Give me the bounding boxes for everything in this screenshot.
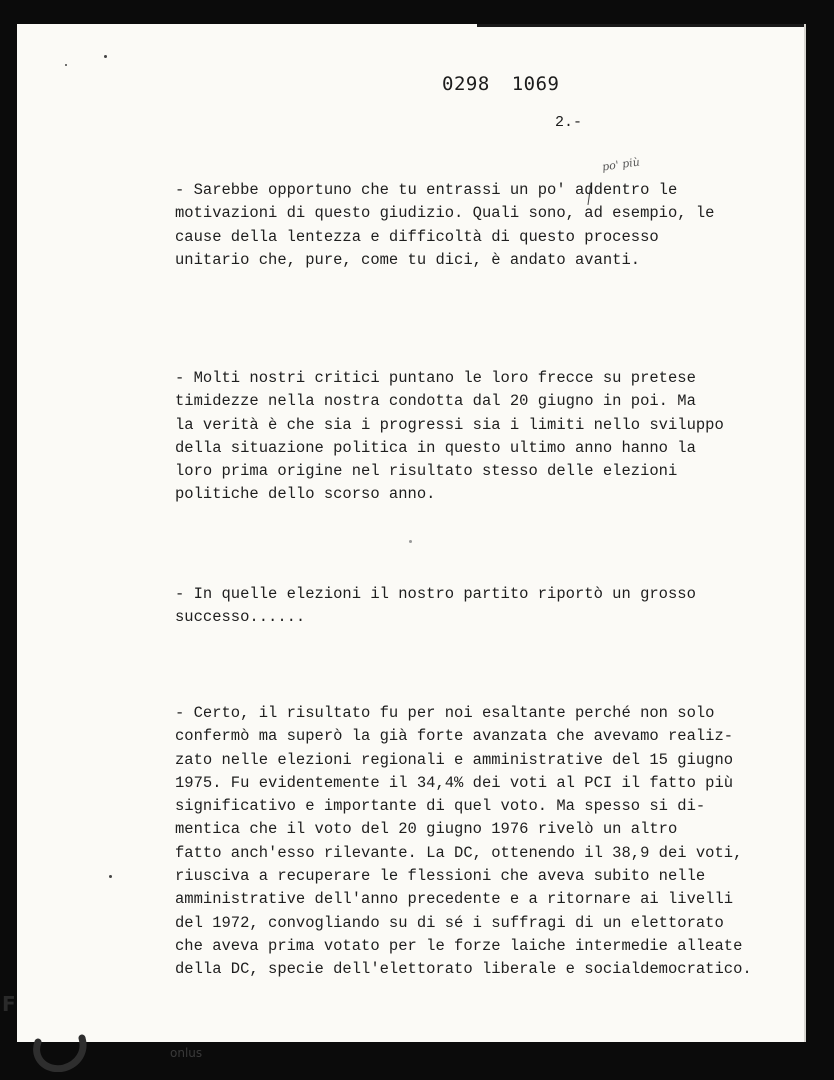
text-line: 1975. Fu evidentemente il 34,4% dei voti al PCI il fatto più bbox=[175, 773, 734, 792]
question-paragraph-1 bbox=[175, 179, 775, 272]
text-line: mentica che il voto del 20 giugno 1976 rivelò un altro bbox=[175, 820, 678, 839]
answer-paragraph-2 bbox=[175, 702, 775, 982]
question-paragraph-2 bbox=[175, 583, 775, 630]
text-line: successo...... bbox=[175, 608, 306, 627]
text-line: politiche dello scorso anno. bbox=[175, 485, 436, 504]
paper-speck bbox=[104, 55, 107, 58]
text-line: motivazioni di questo giudizio. Quali sono, ad esempio, le bbox=[175, 204, 715, 223]
text-line: fatto anch'esso rilevante. La DC, ottenendo il 38,9 dei voti, bbox=[175, 843, 743, 862]
text-line: che aveva prima votato per le forze laiche intermedie alleate bbox=[175, 936, 743, 955]
paper-speck bbox=[109, 875, 112, 878]
text-line: della situazione politica in questo ultimo anno hanno la bbox=[175, 438, 696, 457]
paper-speck bbox=[65, 64, 67, 66]
right-edge bbox=[804, 24, 806, 1042]
watermark-text: onlus bbox=[170, 1046, 203, 1060]
watermark-letter: F bbox=[2, 992, 16, 1016]
watermark-logo-icon bbox=[30, 1028, 88, 1072]
text-line: - Certo, il risultato fu per noi esaltante perché non solo bbox=[175, 704, 715, 722]
text-line: zato nelle elezioni regionali e amministrative del 15 giugno bbox=[175, 750, 734, 769]
answer-paragraph-1 bbox=[175, 367, 775, 507]
text-line: del 1972, convogliando su di sé i suffragi di un elettorato bbox=[175, 913, 724, 932]
text-line: amministrative dell'anno precedente e a ritornare ai livelli bbox=[175, 890, 734, 909]
handwritten-note: po' più bbox=[601, 155, 641, 174]
text-line: riusciva a recuperare le flessioni che aveva subito nelle bbox=[175, 867, 706, 886]
text-line: della DC, specie dell'elettorato liberale e socialdemocratico. bbox=[175, 960, 752, 979]
text-line: significativo e importante di quel voto. Ma spesso si di- bbox=[175, 797, 706, 816]
text-line: - Sarebbe opportuno che tu entrassi un po' addentro le bbox=[175, 181, 678, 199]
top-edge-rule bbox=[477, 24, 806, 27]
text-line: loro prima origine nel risultato stesso delle elezioni bbox=[175, 462, 678, 481]
document-number: 0298 1069 bbox=[442, 73, 560, 95]
text-line: cause della lentezza e difficoltà di questo processo bbox=[175, 227, 659, 246]
paper-speck bbox=[409, 540, 412, 543]
text-line: confermò ma superò la già forte avanzata che avevamo realiz- bbox=[175, 727, 734, 746]
text-line: timidezze nella nostra condotta dal 20 giugno in poi. Ma bbox=[175, 392, 696, 411]
page-number: 2.- bbox=[555, 114, 583, 131]
text-line: - In quelle elezioni il nostro partito riportò un grosso bbox=[175, 585, 696, 603]
text-line: la verità è che sia i progressi sia i limiti nello sviluppo bbox=[175, 415, 724, 434]
text-line: - Molti nostri critici puntano le loro frecce su pretese bbox=[175, 369, 696, 387]
text-line: unitario che, pure, come tu dici, è andato avanti. bbox=[175, 250, 641, 269]
